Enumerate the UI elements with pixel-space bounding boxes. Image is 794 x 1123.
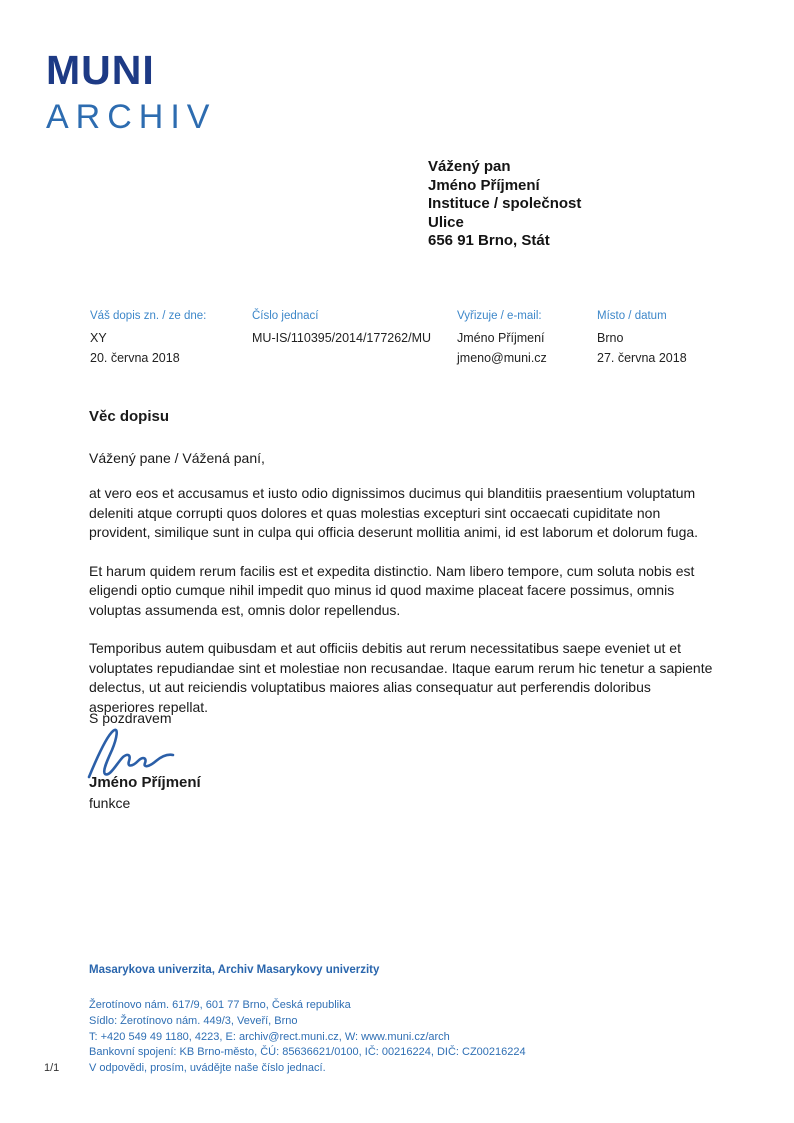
page-number: 1/1 [44, 1062, 60, 1074]
meta-value: XY [90, 331, 107, 345]
meta-col-your-ref [90, 309, 206, 368]
footer-line-registered-office: Sídlo: Žerotínovo nám. 449/3, Veveří, Brno [89, 1014, 298, 1027]
meta-label: Váš dopis zn. / ze dne: [90, 310, 207, 322]
body-paragraph: at vero eos et accusamus et iusto odio dignissimos ducimus qui blanditiis praesentium voluptatum deleniti atque corrupti quos dolores et quas molestias excepturi sint occaecati cupiditate non provident, similique sunt in culpa qui officia deserunt mollitia animi, id est laborum et dolorum fuga. [89, 485, 699, 540]
closing-phrase: S pozdravem [89, 710, 172, 726]
muni-archiv-logo [46, 47, 217, 136]
recipient-address-block [428, 158, 581, 251]
subject-line: Věc dopisu [89, 408, 170, 425]
footer-line-address: Žerotínovo nám. 617/9, 601 77 Brno, Česká republika [89, 999, 351, 1011]
salutation: Vážený pane / Vážená paní, [89, 450, 265, 466]
recipient-line: 656 91 Brno, Stát [428, 232, 550, 249]
logo-muni-text: MUNI [46, 47, 155, 93]
footer-contact-block [89, 998, 526, 1077]
meta-col-handled-by [457, 309, 547, 368]
footer-org-name: Masarykova univerzita, Archiv Masarykovy univerzity [89, 964, 380, 976]
meta-col-place-date [597, 309, 687, 368]
meta-value: 20. června 2018 [90, 350, 180, 365]
recipient-line: Instituce / společnost [428, 195, 582, 212]
footer-line-contacts: T: +420 549 49 1180, 4223, E: archiv@rect.muni.cz, W: www.muni.cz/arch [89, 1030, 450, 1043]
meta-col-file-number [252, 309, 431, 349]
logo-archiv-text: ARCHIV [46, 98, 217, 136]
meta-value: MU-IS/110395/2014/177262/MU [252, 331, 432, 345]
body-paragraph: Temporibus autem quibusdam et aut officiis debitis aut rerum necessitatibus saepe eveniet ut et voluptates repudiandae sint et molestiae non recusandae. Itaque earum rerum hic tenetur a sapiente delectus, ut aut reiciendis voluptatibus maiores alias consequatur aut perferendis doloribus asperiores repellat. [89, 640, 713, 715]
recipient-line: Vážený pan [428, 158, 511, 175]
meta-value: 27. června 2018 [597, 350, 687, 365]
recipient-line: Jméno Příjmení [428, 176, 540, 194]
footer-line-bank: Bankovní spojení: KB Brno-město, ČÚ: 85636621/0100, IČ: 00216224, DIČ: CZ00216224 [89, 1046, 526, 1059]
body-paragraph: Et harum quidem rerum facilis est et expedita distinctio. Nam libero tempore, cum soluta nobis est eligendi optio cumque nihil impedit quo minus id quod maxime placeat facere possimus, omnis voluptas assumenda est, omnis dolor repellendus. [89, 562, 695, 618]
meta-value: Brno [597, 331, 624, 345]
meta-label: Číslo jednací [252, 310, 319, 322]
footer-line-reply-note: V odpovědi, prosím, uvádějte naše číslo jednací. [89, 1062, 326, 1075]
signer-role: funkce [89, 795, 131, 811]
letter-body [89, 484, 713, 736]
meta-label: Místo / datum [597, 310, 667, 322]
meta-label: Vyřizuje / e-mail: [457, 310, 542, 322]
signer-name: Jméno Příjmení [89, 774, 201, 791]
recipient-line: Ulice [428, 213, 464, 231]
meta-value: Jméno Příjmení [457, 331, 545, 345]
meta-value: jmeno@muni.cz [457, 350, 547, 365]
